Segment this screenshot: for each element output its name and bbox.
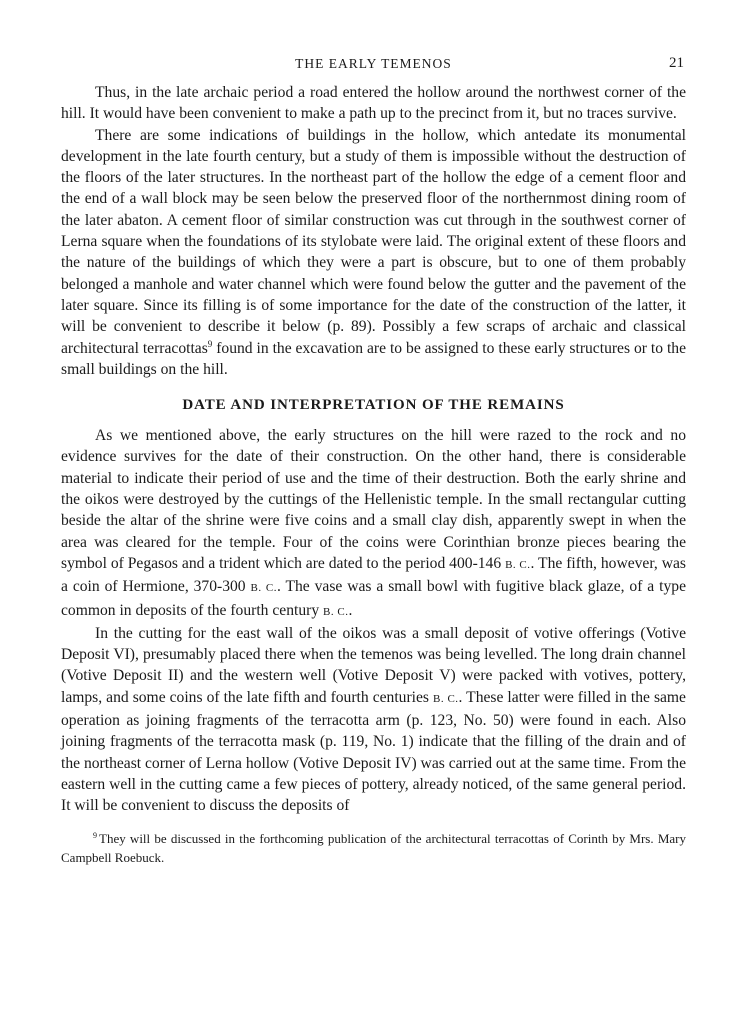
paragraph-4-text-b: . These latter were filled in the same operation as joining fragments of the terracotta arm (p. 123, No. 50) were found in each. Also joining fragments of the terracotta mask (p. 119, No. 1) indicate that the filling of the drain and of the northeast corner of Lerna hollow (Votive Deposit IV) was carried out at the same time. From the eastern well in the cutting came a few pieces of pottery, already noticed, of the same general period. It will be convenient to discuss the deposits of: [61, 688, 687, 815]
era-abbreviation: B. C.: [433, 692, 459, 705]
paragraph-1: [61, 82, 686, 125]
paragraph-2: [61, 125, 686, 381]
footnote: [61, 829, 686, 867]
footnote-reference: 9: [207, 338, 213, 349]
paragraph-4-text-a: In the cutting for the east wall of the oikos was a small deposit of votive offerings (Votive Deposit VI), presumably placed there when the temenos was being levelled. The long drain channel (Votive Deposit II) and the western well (Votive Deposit V) were packed with votives, pottery, lamps, and some coins of the late fifth and fourth centuries: [61, 624, 686, 706]
page-number: 21: [669, 55, 684, 71]
paragraph-3-text-a: As we mentioned above, the early structures on the hill were razed to the rock and no evidence survives for the date of their construction. On the other hand, there is considerable material to indicate their period of use and the time of their destruction. Both the early shrine and the oikos were destroyed by the cuttings of the Hellenistic temple. In the small rectangular cutting beside the altar of the shrine were five coins and a small clay dish, apparently swept in when the area was cleared for the temple. Four of the coins were Corinthian bronze pieces bearing the symbol of Pegasos and a trident which are dated to the period 400-146: [61, 427, 686, 572]
running-header: [61, 52, 686, 78]
paragraph-1-text: Thus, in the late archaic period a road entered the hollow around the northwest corner of the hill. It would have been convenient to make a path up to the precinct from it, but no traces survive.: [61, 84, 686, 123]
section-heading: DATE AND INTERPRETATION OF THE REMAINS: [182, 397, 565, 414]
paragraph-3-text-b: . The fifth, however, was a coin of Hermione, 370-300: [61, 554, 686, 596]
paragraph-3-text-c: . The vase was a small bowl with fugitive black glaze, of a type common in deposits of the fourth century: [61, 578, 686, 619]
paragraph-2-text-a: There are some indications of buildings in the hollow, which antedate its monumental development in the late fourth century, but a study of them is impossible without the destruction of the floors of the later structures. In the northeast part of the hollow the edge of a cement floor and the end of a wall block may be seen below the preserved floor of the northernmost dining room of the later abaton. A cement floor of similar construction was cut through in the southwest corner of Lerna square when the foundations of its stylobate were laid. The original extent of these floors and the nature of the buildings of which they were a part is obscure, but to one of them probably belonged a manhole and water channel which were found below the gutter and the pavement of the later square. Since its filling is of some importance for the date of the construction of the latter, it will be convenient to describe it below (p. 89). Possibly a few scraps of archaic and classical architectural terracottas: [61, 126, 686, 357]
paragraph-2-text-b: found in the excavation are to be assigned to these early structures or to the small buildings on the hill.: [61, 339, 686, 378]
paragraph-4: [61, 623, 686, 817]
running-title: THE EARLY TEMENOS: [295, 56, 452, 71]
footnote-marker: 9: [93, 830, 97, 840]
page: [61, 52, 686, 867]
paragraph-3: [61, 425, 686, 623]
footnote-text: They will be discussed in the forthcoming publication of the architectural terracottas of Corinth by Mrs. Mary Campbell Roebuck.: [61, 830, 686, 865]
paragraph-3-text-d: .: [348, 601, 353, 619]
era-abbreviation: B. C.: [250, 582, 277, 595]
era-abbreviation: B. C.: [323, 605, 349, 618]
era-abbreviation: B. C.: [505, 558, 531, 571]
